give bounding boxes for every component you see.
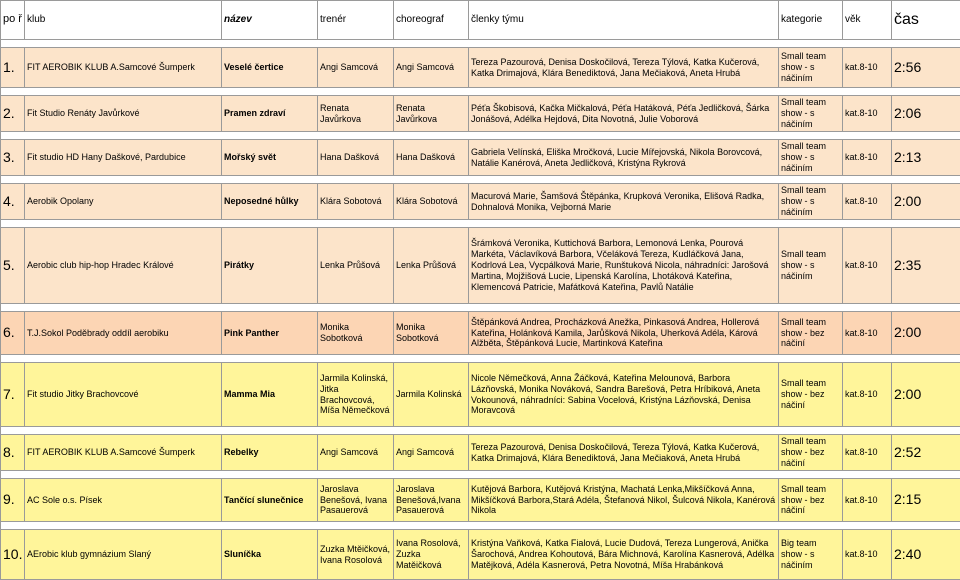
trainer: Angi Samcová	[318, 435, 394, 471]
age-category: kat.8-10	[843, 184, 892, 220]
choreographer: Klára Sobotová	[394, 184, 469, 220]
header-trener: trenér	[318, 1, 394, 40]
age-category: kat.8-10	[843, 228, 892, 304]
club-name: AC Sole o.s. Písek	[25, 479, 222, 522]
choreographer: Jaroslava Benešová,Ivana Pasauerová	[394, 479, 469, 522]
row-spacer	[1, 427, 960, 435]
club-name: Fit studio HD Hany Daškové, Pardubice	[25, 140, 222, 176]
duration: 2:52	[892, 435, 960, 471]
members-list: Štěpánková Andrea, Procházková Anežka, Pinkasová Andrea, Hollerová Kateřina, Holánková Kamila, Jarůšková Nikola, Uherková Adéla, Kárová Alžběta, Štěpánková Lucie, Martinková Kateřina	[469, 312, 779, 355]
row-spacer	[1, 176, 960, 184]
trainer: Monika Sobotková	[318, 312, 394, 355]
row-number: 4.	[1, 184, 25, 220]
header-choreograf: choreograf	[394, 1, 469, 40]
table-row[interactable]	[1, 140, 960, 176]
team-name: Pirátky	[222, 228, 318, 304]
age-category: kat.8-10	[843, 140, 892, 176]
duration: 2:13	[892, 140, 960, 176]
category: Small team show - s náčiním	[779, 140, 843, 176]
spacer-cell	[1, 88, 960, 96]
club-name: AErobic klub gymnázium Slaný	[25, 530, 222, 580]
category: Small team show - bez náčiní	[779, 363, 843, 427]
age-category: kat.8-10	[843, 48, 892, 88]
members-list: Nicole Němečková, Anna Žáčková, Kateřina Melounová, Barbora Lázňovská, Monika Nováková, Sandra Barešová, Petra Hríbiková, Aneta Vokounová, náhradníci: Sabina Vocelová, Kristýna Lázňovská, Denisa Moravcová	[469, 363, 779, 427]
header-clenky: členky týmu	[469, 1, 779, 40]
table-row[interactable]	[1, 228, 960, 304]
row-number: 10.	[1, 530, 25, 580]
members-list: Tereza Pazourová, Denisa Doskočilová, Tereza Týlová, Katka Kučerová, Katka Drimajová, Klára Benediktová, Jana Mečiaková, Aneta Hrubá	[469, 48, 779, 88]
table-row[interactable]	[1, 184, 960, 220]
members-list: Macurová Marie, Šamšová Štěpánka, Krupková Veronika, Elišová Radka, Dohnalová Monika, Vejborná Marie	[469, 184, 779, 220]
choreographer: Renata Javůrkova	[394, 96, 469, 132]
table-row[interactable]	[1, 530, 960, 580]
trainer: Renata Javůrkova	[318, 96, 394, 132]
age-category: kat.8-10	[843, 530, 892, 580]
row-number: 3.	[1, 140, 25, 176]
spacer-cell	[1, 427, 960, 435]
row-spacer	[1, 88, 960, 96]
header-row	[1, 1, 960, 40]
duration: 2:00	[892, 312, 960, 355]
team-name: Pink Panther	[222, 312, 318, 355]
row-spacer	[1, 132, 960, 140]
row-number: 6.	[1, 312, 25, 355]
row-spacer	[1, 220, 960, 228]
choreographer: Angi Samcová	[394, 435, 469, 471]
header-vek: věk	[843, 1, 892, 40]
team-name: Mamma Mia	[222, 363, 318, 427]
table-row[interactable]	[1, 363, 960, 427]
trainer: Hana Dašková	[318, 140, 394, 176]
team-name: Rebelky	[222, 435, 318, 471]
age-category: kat.8-10	[843, 479, 892, 522]
team-name: Sluníčka	[222, 530, 318, 580]
table-row[interactable]	[1, 479, 960, 522]
spacer-cell	[1, 355, 960, 363]
age-category: kat.8-10	[843, 435, 892, 471]
row-spacer	[1, 355, 960, 363]
club-name: Aerobic club hip-hop Hradec Králové	[25, 228, 222, 304]
category: Big team show - s náčiním	[779, 530, 843, 580]
choreographer: Jarmila Kolinská	[394, 363, 469, 427]
club-name: Fit studio Jitky Brachovcové	[25, 363, 222, 427]
members-list: Kristýna Vaňková, Katka Fialová, Lucie Dudová, Tereza Lungerová, Anička Šarochová, Andrea Kohoutová, Bára Michnová, Karolína Kasnerová, Adélka Matějková, Adéla Kasnerová, Petra Novotná, Míša Hrabánková	[469, 530, 779, 580]
row-spacer	[1, 40, 960, 48]
age-category: kat.8-10	[843, 312, 892, 355]
club-name: Aerobik Opolany	[25, 184, 222, 220]
row-number: 1.	[1, 48, 25, 88]
members-list: Gabriela Velínská, Eliška Mročková, Lucie Mířejovská, Nikola Borovcová, Natálie Kanérová, Aneta Jedličková, Kristýna Rykrová	[469, 140, 779, 176]
spacer-cell	[1, 304, 960, 312]
table-row[interactable]	[1, 48, 960, 88]
category: Small team show - bez náčiní	[779, 435, 843, 471]
header-nazev: název	[222, 1, 318, 40]
category: Small team show - s náčiním	[779, 184, 843, 220]
age-category: kat.8-10	[843, 96, 892, 132]
header-por: po ř	[1, 1, 25, 40]
club-name: FIT AEROBIK KLUB A.Samcové Šumperk	[25, 48, 222, 88]
duration: 2:06	[892, 96, 960, 132]
spacer-cell	[1, 176, 960, 184]
trainer: Lenka Průšová	[318, 228, 394, 304]
trainer: Jarmila Kolinská, Jitka Brachovcová, Míša Němečková	[318, 363, 394, 427]
spacer-cell	[1, 471, 960, 479]
members-list: Šrámková Veronika, Kuttichová Barbora, Lemonová Lenka, Pourová Markéta, Václavíková Barbora, Včeláková Tereza, Kudláčková Jana, Kodrlová Lea, Vycpálková Marie, Runštuková Nicola, náhradníci: Jarošová Martina, Mojžišová Lucie, Lipenská Karolína, Lhotáková Kateřina, Klemencová Patricie, Mafátková Kateřina, Pavlů Natálie	[469, 228, 779, 304]
row-number: 9.	[1, 479, 25, 522]
row-number: 8.	[1, 435, 25, 471]
team-name: Veselé čertice	[222, 48, 318, 88]
trainer: Angi Samcová	[318, 48, 394, 88]
members-list: Péťa Škobisová, Kačka Mičkalová, Péťa Hatáková, Péťa Jedličková, Šárka Jonášová, Adélka Hejdová, Dita Novotná, Julie Voborová	[469, 96, 779, 132]
duration: 2:00	[892, 363, 960, 427]
table-row[interactable]	[1, 312, 960, 355]
row-number: 7.	[1, 363, 25, 427]
category: Small team show - bez náčiní	[779, 479, 843, 522]
club-name: FIT AEROBIK KLUB A.Samcové Šumperk	[25, 435, 222, 471]
trainer: Jaroslava Benešová, Ivana Pasauerová	[318, 479, 394, 522]
trainer: Zuzka Mtěičková, Ivana Rosolová	[318, 530, 394, 580]
spacer-cell	[1, 40, 960, 48]
spacer-cell	[1, 522, 960, 530]
duration: 2:15	[892, 479, 960, 522]
spacer-cell	[1, 132, 960, 140]
duration: 2:35	[892, 228, 960, 304]
row-spacer	[1, 522, 960, 530]
category: Small team show - bez náčiní	[779, 312, 843, 355]
members-list: Kutějová Barbora, Kutějová Kristýna, Machatá Lenka,Mikšíčková Anna, Mikšíčková Barbora,Stará Adéla, Štefanová Nikol, Šulcová Nikola, Kanérová Nikola	[469, 479, 779, 522]
rows-body	[1, 40, 960, 580]
row-number: 5.	[1, 228, 25, 304]
category: Small team show - s náčiním	[779, 228, 843, 304]
team-name: Tančící slunečnice	[222, 479, 318, 522]
members-list: Tereza Pazourová, Denisa Doskočilová, Tereza Týlová, Katka Kučerová, Katka Drimajová, Klára Benediktová, Jana Mečiaková, Aneta Hrubá	[469, 435, 779, 471]
choreographer: Lenka Průšová	[394, 228, 469, 304]
choreographer: Angi Samcová	[394, 48, 469, 88]
category: Small team show - s náčiním	[779, 48, 843, 88]
row-spacer	[1, 471, 960, 479]
team-name: Neposedné hůlky	[222, 184, 318, 220]
age-category: kat.8-10	[843, 363, 892, 427]
choreographer: Ivana Rosolová, Zuzka Matěičková	[394, 530, 469, 580]
header-kategorie: kategorie	[779, 1, 843, 40]
club-name: T.J.Sokol Poděbrady oddíl aerobiku	[25, 312, 222, 355]
category: Small team show - s náčiním	[779, 96, 843, 132]
duration: 2:00	[892, 184, 960, 220]
choreographer: Hana Dašková	[394, 140, 469, 176]
header-cas: čas	[892, 1, 960, 40]
choreographer: Monika Sobotková	[394, 312, 469, 355]
table-row[interactable]	[1, 435, 960, 471]
spacer-cell	[1, 220, 960, 228]
row-number: 2.	[1, 96, 25, 132]
duration: 2:56	[892, 48, 960, 88]
row-spacer	[1, 304, 960, 312]
trainer: Klára Sobotová	[318, 184, 394, 220]
duration: 2:40	[892, 530, 960, 580]
table-row[interactable]	[1, 96, 960, 132]
team-name: Pramen zdraví	[222, 96, 318, 132]
team-name: Mořský svět	[222, 140, 318, 176]
header-klub: klub	[25, 1, 222, 40]
club-name: Fit Studio Renáty Javůrkové	[25, 96, 222, 132]
